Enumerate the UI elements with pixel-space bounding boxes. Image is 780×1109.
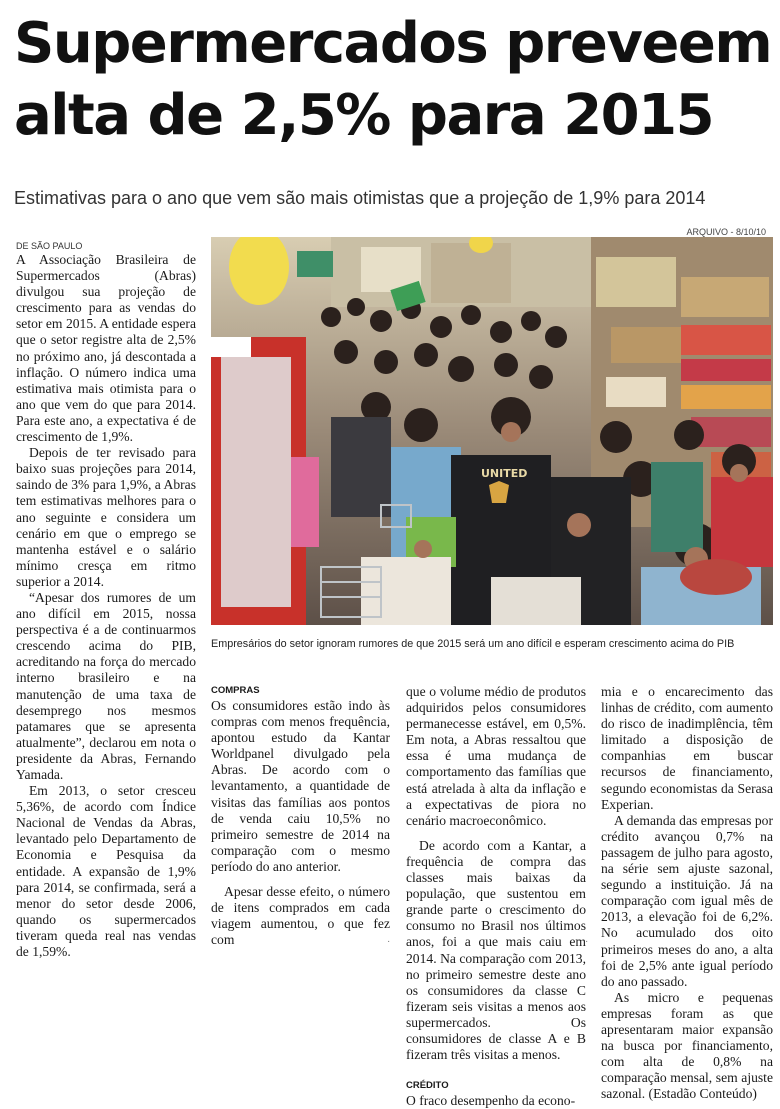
headline <box>14 8 774 152</box>
article-paragraph: mia e o encarecimento das linhas de crédito, com aumento do risco de inadimplência, têm limitado a disposição de companhias em buscar recursos de financiamento, segundo economistas da Serasa Experian. <box>601 684 773 812</box>
article-paragraph: Apesar desse efeito, o número de itens comprados em cada viagem aumentou, o que fez com <box>211 884 390 948</box>
article-paragraph: A demanda das empresas por crédito avançou 0,7% na passagem de julho para agosto, na série sem ajuste sazonal, segundo a instituição. Já na comparação com igual mês de 2013, a elevação foi de 6,2%. No acumulado dos oito primeiros meses do ano, a alta foi de 2,5% ante igual período do ano passado. <box>601 812 773 989</box>
article-column-3 <box>406 684 589 1109</box>
article-paragraph: “Apesar dos rumores de um ano difícil em 2015, nossa perspectiva é a de continuarmos crescendo acima do PIB, acreditando na força do mercado interno brasileiro e na manutenção de uma taxa de desemprego nos mesmos patamares que se apresenta atualmente”, declarou em nota o presidente da Abras, Fernando Yamada. <box>16 589 196 782</box>
article-paragraph: A Associação Brasileira de Supermercados (Abras) divulgou sua projeção de crescimento para as vendas do setor em 2015. A entidade espera que o setor registre alta de 2,5% no próximo ano, já descontada a inflação. O número indica uma estimativa mais otimista para o ano que vem do que para 2014. Para este ano, a expectativa é de crescimento de 1,9%. <box>16 252 196 445</box>
page-dot: · <box>585 936 589 947</box>
photo-credit: ARQUIVO - 8/10/10 <box>686 227 766 237</box>
supermarket-photo <box>211 237 773 625</box>
article-column-2 <box>211 684 390 948</box>
article-column-4 <box>601 684 773 1102</box>
article-paragraph: Os consumidores estão indo às compras com menos frequência, apontou estudo da Kantar Worldpanel divulgado pela Abras. De acordo com o levantamento, a quantidade de visitas das famílias aos pontos de venda caiu 10,5% no primeiro semestre de 2014 na comparação com o mesmo período do ano anterior. <box>211 698 390 874</box>
page-dot: · <box>387 936 391 947</box>
headline-line-2: alta de 2,5% para 2015 <box>14 83 714 148</box>
photo-caption: Empresários do setor ignoram rumores de que 2015 será um ano difícil e esperam crescimento acima do PIB <box>211 638 735 650</box>
dateline: DE SÃO PAULO <box>16 241 83 251</box>
section-heading-credito: CRÉDITO <box>406 1080 449 1092</box>
article-paragraph: As micro e pequenas empresas foram as que apresentaram maior expansão na busca por financiamento, com alta de 0,8% na comparação mensal, sem ajuste sazonal. (Estadão Conteúdo) <box>601 989 773 1102</box>
subheadline: Estimativas para o ano que vem são mais otimistas que a projeção de 1,9% para 2014 <box>14 188 706 208</box>
headline-line-1: Supermercados preveem <box>14 11 772 76</box>
crowd-illustration <box>211 237 773 625</box>
article-paragraph: Depois de ter revisado para baixo suas projeções para 2014, saindo de 3% para 1,9%, a Abras tem estimativas melhores para o ano seguinte e considera um cenário em que o emprego se mantenha estável e o salário mínimo cresça em ritmo superior a 2014. <box>16 445 196 589</box>
article-paragraph: que o volume médio de produtos adquiridos pelos consumidores permanecesse estável, em 0,5%. Em nota, a Abras ressaltou que essa é uma mudança de comportamento das famílias que está atrelada à alta da inflação e a expectativas de piora no cenário macroeconômico. <box>406 684 586 828</box>
section-heading-compras: COMPRAS <box>211 685 260 696</box>
article-paragraph: Em 2013, o setor cresceu 5,36%, de acordo com Índice Nacional de Vendas da Abras, levantado pelo Departamento de Economia e Pesquisa da entidade. A expansão de 1,9% para 2014, se confirmada, será a menor do setor desde 2006, quando os supermercados tiveram queda real nas vendas de 1,59%. <box>16 783 196 960</box>
shirt-text: UNITED <box>481 467 528 480</box>
article-paragraph: De acordo com a Kantar, a frequência de compra das classes mais baixas da população, que sustentou em grande parte o crescimento do consumo no Brasil nos últimos anos, foi a que mais caiu em 2014. Na comparação com 2013, no primeiro semestre deste ano os consumidores da classe C fizeram seis visitas a menos aos supermercados. Os consumidores de classe A e B fizeram três visitas a menos. <box>406 837 586 1063</box>
article-paragraph: O fraco desempenho da econo- <box>406 1093 576 1109</box>
article-column-1 <box>16 252 196 960</box>
